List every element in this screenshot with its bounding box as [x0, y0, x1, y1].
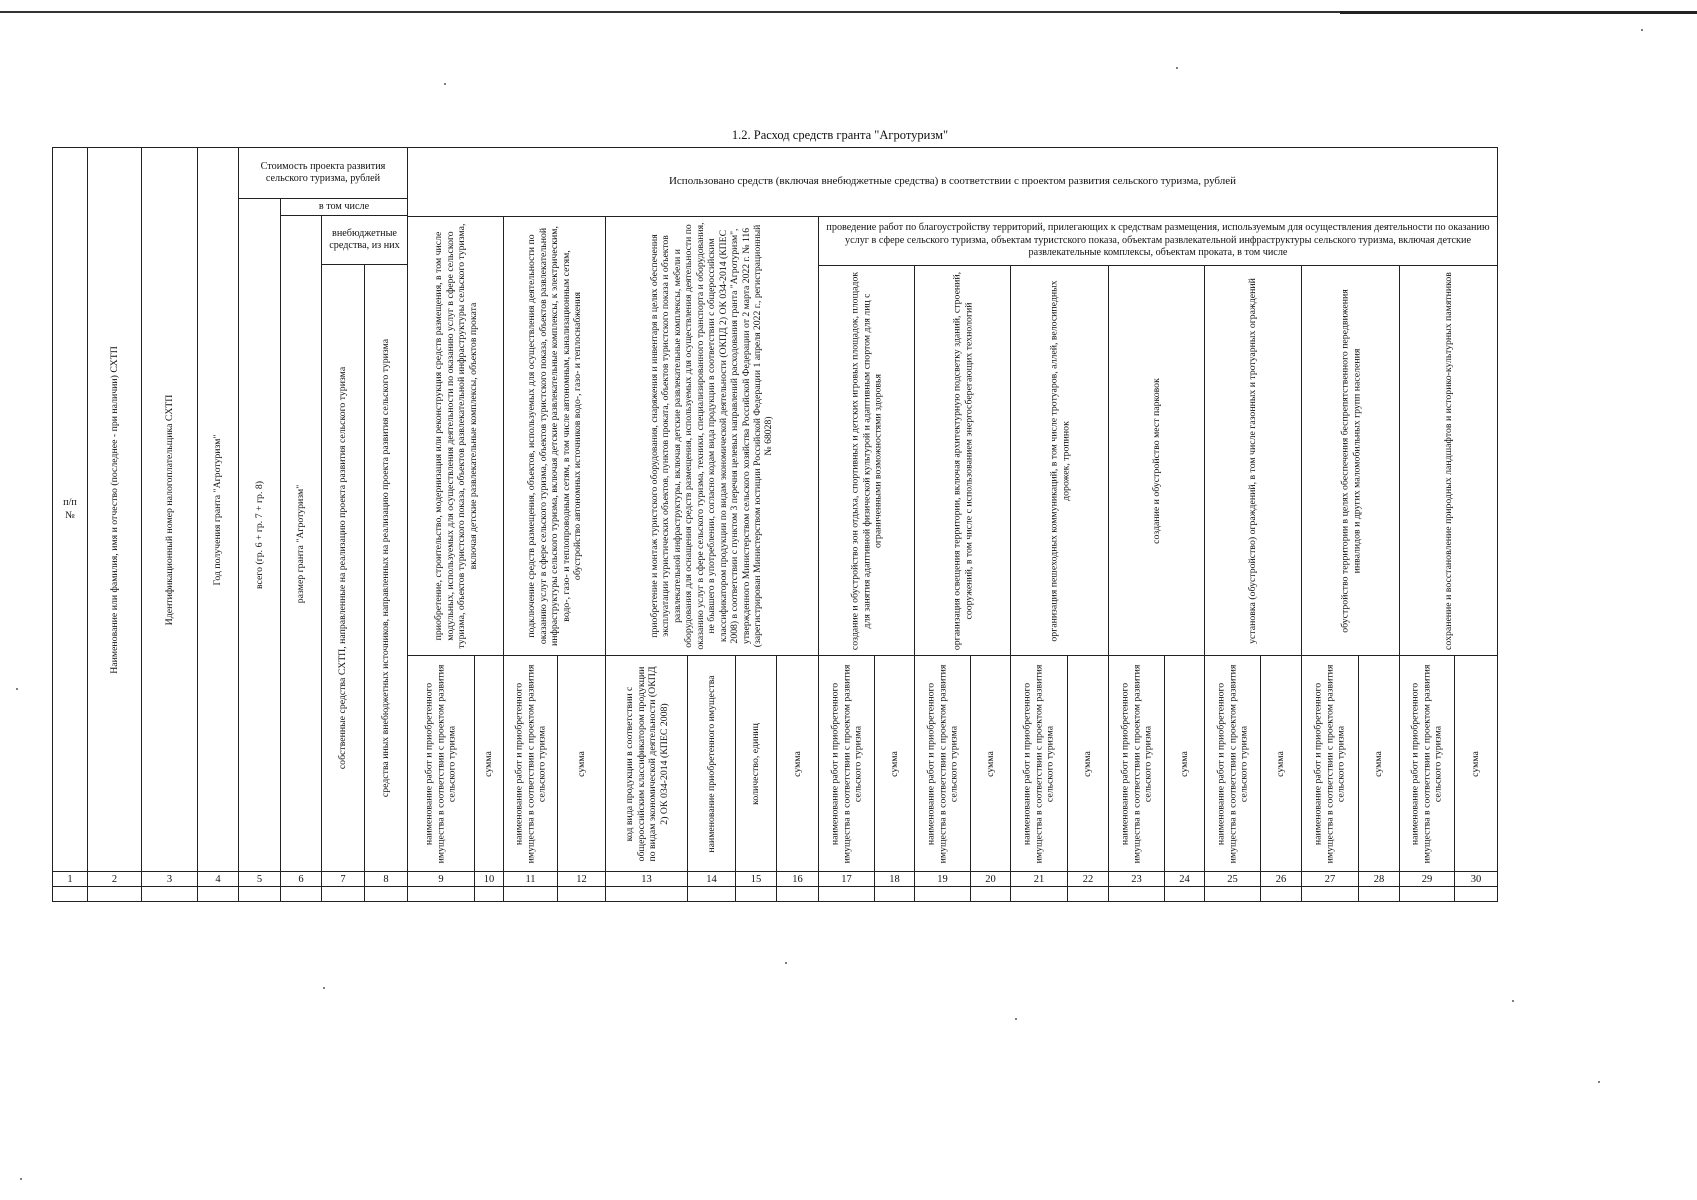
- scan-speck: [20, 1178, 22, 1180]
- header-col-20-text: сумма: [984, 750, 996, 777]
- column-number-cell: 1: [52, 871, 88, 887]
- column-number-cell: 17: [818, 871, 875, 887]
- empty-data-cell: [1358, 886, 1400, 902]
- header-grant-size: [280, 215, 322, 872]
- header-group-29-30: [1399, 265, 1498, 656]
- header-col-19: [914, 655, 971, 872]
- column-number-cell: 18: [874, 871, 915, 887]
- empty-data-cell: [238, 886, 281, 902]
- header-col-21: [1010, 655, 1068, 872]
- header-col-10-text: сумма: [483, 750, 495, 777]
- header-col-29-text: наименование работ и приобретенного имущества в соответствии с проектом развития сельского туризма: [1409, 664, 1444, 863]
- scan-speck: [1512, 1000, 1514, 1002]
- header-own-funds: [321, 264, 365, 872]
- header-group-9-10-text: приобретение, строительство, модернизация или реконструкция средств размещения, в том числе модульных, используемых для осуществления деятельности по оказанию услуг в сфере сельского туризма, объектов туристского показа, объектов развлекательной инфраструктуры сельского туризма, включая детские развлекательные комплексы, объектов проката: [432, 223, 479, 649]
- header-landscaping-group: проведение работ по благоустройству территорий, прилегающих к средствам размещения, используемым для осуществления деятельности по оказанию услуг в сфере сельского туризма, объектам туристского показа, объектам развлекательной инфраструктуры сельского туризма, включая детские развлекательные комплексы, объектам проката, в том числе: [818, 216, 1498, 266]
- header-col-24-text: сумма: [1178, 750, 1190, 777]
- column-number-cell: 12: [557, 871, 606, 887]
- empty-data-cell: [197, 886, 239, 902]
- document-title: 1.2. Расход средств гранта "Агротуризм": [731, 128, 949, 142]
- column-number-cell: 22: [1067, 871, 1109, 887]
- column-number-cell: 24: [1164, 871, 1205, 887]
- column-number-cell: 3: [141, 871, 198, 887]
- header-group-21-22-text: организация пешеходных коммуникаций, в том числе тротуаров, аллей, велосипедных дорожек, тропинок: [1047, 279, 1071, 642]
- column-number-cell: 13: [605, 871, 688, 887]
- empty-data-cell: [776, 886, 819, 902]
- header-col-21-text: наименование работ и приобретенного имущества в соответствии с проектом развития сельского туризма: [1021, 664, 1056, 863]
- column-number-cell: 30: [1454, 871, 1498, 887]
- column-number-cell: 11: [503, 871, 558, 887]
- header-col-16: [776, 655, 819, 872]
- header-col-25-text: наименование работ и приобретенного имущества в соответствии с проектом развития сельского туризма: [1215, 664, 1250, 863]
- header-col-22: [1067, 655, 1109, 872]
- empty-data-cell: [735, 886, 777, 902]
- header-group-19-20-text: организация освещения территории, включая архитектурную подсветку зданий, строений, сооружений, в том числе с использованием энергосберегающих технологий: [950, 271, 974, 650]
- header-col-9-text: наименование работ и приобретенного имущества в соответствии с проектом развития сельского туризма: [423, 664, 458, 863]
- header-col-14: [687, 655, 736, 872]
- empty-data-cell: [818, 886, 875, 902]
- header-group-25-26: [1204, 265, 1302, 656]
- empty-data-cell: [970, 886, 1011, 902]
- scan-speck: [1641, 29, 1643, 31]
- header-col-19-text: наименование работ и приобретенного имущества в соответствии с проектом развития сельского туризма: [925, 664, 960, 863]
- header-col-28-text: сумма: [1373, 750, 1385, 777]
- empty-data-cell: [1301, 886, 1359, 902]
- header-own-funds-text: собственные средства СХТП, направленные на реализацию проекта развития сельского туризма: [337, 366, 349, 770]
- column-number-cell: 21: [1010, 871, 1068, 887]
- header-col-23-text: наименование работ и приобретенного имущества в соответствии с проектом развития сельского туризма: [1119, 664, 1154, 863]
- header-col-17-text: наименование работ и приобретенного имущества в соответствии с проектом развития сельского туризма: [829, 664, 864, 863]
- header-col-18-text: сумма: [888, 750, 900, 777]
- header-col-28: [1358, 655, 1400, 872]
- header-group-19-20: [914, 265, 1011, 656]
- empty-data-cell: [1399, 886, 1455, 902]
- header-col-30: [1454, 655, 1498, 872]
- header-col-12: [557, 655, 606, 872]
- header-col-15-text: количество, единиц: [750, 722, 762, 805]
- scan-speck: [1598, 1081, 1600, 1083]
- header-row-number: п/п №: [52, 147, 88, 872]
- empty-data-cell: [141, 886, 198, 902]
- column-number-cell: 2: [87, 871, 142, 887]
- header-total-text: всего (гр. 6 + гр. 7 + гр. 8): [253, 480, 265, 590]
- column-number-cell: 25: [1204, 871, 1261, 887]
- empty-data-cell: [557, 886, 606, 902]
- header-col-24: [1164, 655, 1205, 872]
- header-including: в том числе: [280, 198, 408, 216]
- header-name-text: Наименование или фамилия, имя и отчество (последнее - при наличии) СХТП: [108, 345, 120, 674]
- header-group-25-26-text: установка (обустройство) ограждений, в том числе газонных и тротуарных ограждений: [1247, 277, 1259, 644]
- scan-speck: [785, 962, 787, 964]
- header-col-27-text: наименование работ и приобретенного имущества в соответствии с проектом развития сельского туризма: [1312, 664, 1347, 863]
- header-name: [87, 147, 142, 872]
- header-group-23-24: [1108, 265, 1205, 656]
- empty-data-cell: [474, 886, 504, 902]
- header-col-10: [474, 655, 504, 872]
- column-number-cell: 27: [1301, 871, 1359, 887]
- empty-data-cell: [280, 886, 322, 902]
- scan-speck: [444, 83, 446, 85]
- header-total: [238, 198, 281, 872]
- header-group-27-28: [1301, 265, 1400, 656]
- empty-data-cell: [687, 886, 736, 902]
- header-col-14-text: наименование приобретенного имущества: [705, 674, 717, 853]
- column-number-cell: 9: [407, 871, 475, 887]
- header-inn: [141, 147, 198, 872]
- header-group-9-10: [407, 216, 504, 656]
- header-group-21-22: [1010, 265, 1109, 656]
- scan-speck: [16, 688, 18, 690]
- column-number-cell: 10: [474, 871, 504, 887]
- empty-data-cell: [87, 886, 142, 902]
- column-number-cell: 23: [1108, 871, 1165, 887]
- column-number-cell: 8: [364, 871, 408, 887]
- column-number-cell: 19: [914, 871, 971, 887]
- header-grant-year-text: Год получения гранта "Агротуризм": [212, 434, 224, 585]
- header-group-29-30-text: сохранение и восстановление природных ландшафтов и историко-культурных памятников: [1442, 271, 1454, 650]
- header-grant-year: [197, 147, 239, 872]
- empty-data-cell: [503, 886, 558, 902]
- column-number-cell: 7: [321, 871, 365, 887]
- header-extra-budget: внебюджетные средства, из них: [321, 215, 408, 265]
- header-used-funds-group: Использовано средств (включая внебюджетные средства) в соответствии с проектом развития сельского туризма, рублей: [407, 147, 1498, 217]
- header-group-27-28-text: обустройство территории в целях обеспечения беспрепятственного передвижения инвалидов и других маломобильных групп населения: [1338, 288, 1362, 633]
- header-grant-size-text: размер гранта "Агротуризм": [295, 484, 307, 603]
- scan-top-border-thick: [1340, 11, 1697, 14]
- header-col-15: [735, 655, 777, 872]
- header-col-16-text: сумма: [791, 750, 803, 777]
- header-project-cost-group: Стоимость проекта развития сельского туризма, рублей: [238, 147, 408, 199]
- header-group-13-16-text: приобретение и монтаж туристского оборудования, снаряжения и инвентаря в целях обеспечения эксплуатации туристических объектов, пунктов проката, объектов туристского показа и объектов развлекательной инфраструктуры, включая детские развлекательные комплексы, мебели и оборудования для оснащения средств размещения, используемых для осуществления деятельности по оказанию услуг в сфере сельского туризма, техники, специализированного транспорта и оборудования, не бывшего в употреблении, согласно кодам вида продукции в соответствии с общероссийским классификатором продукции по видам экономической деятельности (ОКПД 2) ОК 034-2014 (КПЕС 2008) в соответствии с пунктом 3 перечня целевых направлений расходования гранта "Агротуризм", утвержденного Министерством сельского хозяйства Российской Федерации от 2 марта 2022 г. № 116 (зарегистрирован Министерством юстиции Российской Федерации 1 апреля 2022 г., регистрационный № 68028): [649, 222, 775, 650]
- header-col-13: [605, 655, 688, 872]
- header-group-17-18: [818, 265, 915, 656]
- header-col-30-text: сумма: [1470, 750, 1482, 777]
- column-number-cell: 14: [687, 871, 736, 887]
- header-col-23: [1108, 655, 1165, 872]
- column-number-cell: 26: [1260, 871, 1302, 887]
- column-number-cell: 5: [238, 871, 281, 887]
- empty-data-cell: [364, 886, 408, 902]
- column-number-cell: 15: [735, 871, 777, 887]
- header-group-23-24-text: создание и обустройство мест парковок: [1150, 377, 1162, 544]
- scan-speck: [1015, 1018, 1017, 1020]
- column-number-cell: 16: [776, 871, 819, 887]
- header-col-11: [503, 655, 558, 872]
- column-number-cell: 28: [1358, 871, 1400, 887]
- header-col-12-text: сумма: [575, 750, 587, 777]
- empty-data-cell: [605, 886, 688, 902]
- empty-data-cell: [1454, 886, 1498, 902]
- header-col-22-text: сумма: [1082, 750, 1094, 777]
- header-col-18: [874, 655, 915, 872]
- empty-data-cell: [1164, 886, 1205, 902]
- empty-data-cell: [1204, 886, 1261, 902]
- header-col-9: [407, 655, 475, 872]
- column-number-cell: 6: [280, 871, 322, 887]
- header-col-27: [1301, 655, 1359, 872]
- column-number-cell: 29: [1399, 871, 1455, 887]
- column-number-cell: 20: [970, 871, 1011, 887]
- header-group-11-12-text: подключение средств размещения, объектов, используемых для осуществления деятельности по оказанию услуг в сфере сельского туризма, объектов туристского показа, объектов развлекательной инфраструктуры сельского туризма, включая детские развлекательные комплексы, к электрическим, водо-, газо- и теплопроводным сетям, в том числе автономным, канализационным сетям, обустройство автономных источников водо-, газо- и теплоснабжения: [525, 226, 583, 646]
- empty-data-cell: [321, 886, 365, 902]
- header-col-26-text: сумма: [1275, 750, 1287, 777]
- scan-speck: [1176, 67, 1178, 69]
- scan-speck: [323, 987, 325, 989]
- header-col-11-text: наименование работ и приобретенного имущества в соответствии с проектом развития сельского туризма: [513, 664, 548, 863]
- header-col-13-text: код вида продукции в соответствии с общероссийским классификатором продукции по видам экономической деятельности (ОКПД 2) ОК 034-2014 (КПЕС 2008): [623, 665, 670, 862]
- header-group-13-16: [605, 216, 819, 656]
- header-group-17-18-text: создание и обустройство зон отдыха, спортивных и детских игровых площадок, площадок для занятия адаптивной физической культурой и адаптивным спортом для лиц с ограниченными возможностями здоровья: [849, 271, 884, 650]
- empty-data-cell: [1067, 886, 1109, 902]
- header-col-29: [1399, 655, 1455, 872]
- header-col-20: [970, 655, 1011, 872]
- empty-data-cell: [914, 886, 971, 902]
- header-col-17: [818, 655, 875, 872]
- header-col-25: [1204, 655, 1261, 872]
- empty-data-cell: [1260, 886, 1302, 902]
- empty-data-cell: [874, 886, 915, 902]
- header-other-sources: [364, 264, 408, 872]
- header-group-11-12: [503, 216, 606, 656]
- column-number-cell: 4: [197, 871, 239, 887]
- empty-data-cell: [407, 886, 475, 902]
- header-col-26: [1260, 655, 1302, 872]
- header-inn-text: Идентификационный номер налогоплательщика СХТП: [163, 394, 175, 625]
- empty-data-cell: [1108, 886, 1165, 902]
- header-other-sources-text: средства иных внебюджетных источников, направленных на реализацию проекта развития сельского туризма: [380, 338, 392, 798]
- empty-data-cell: [1010, 886, 1068, 902]
- empty-data-cell: [52, 886, 88, 902]
